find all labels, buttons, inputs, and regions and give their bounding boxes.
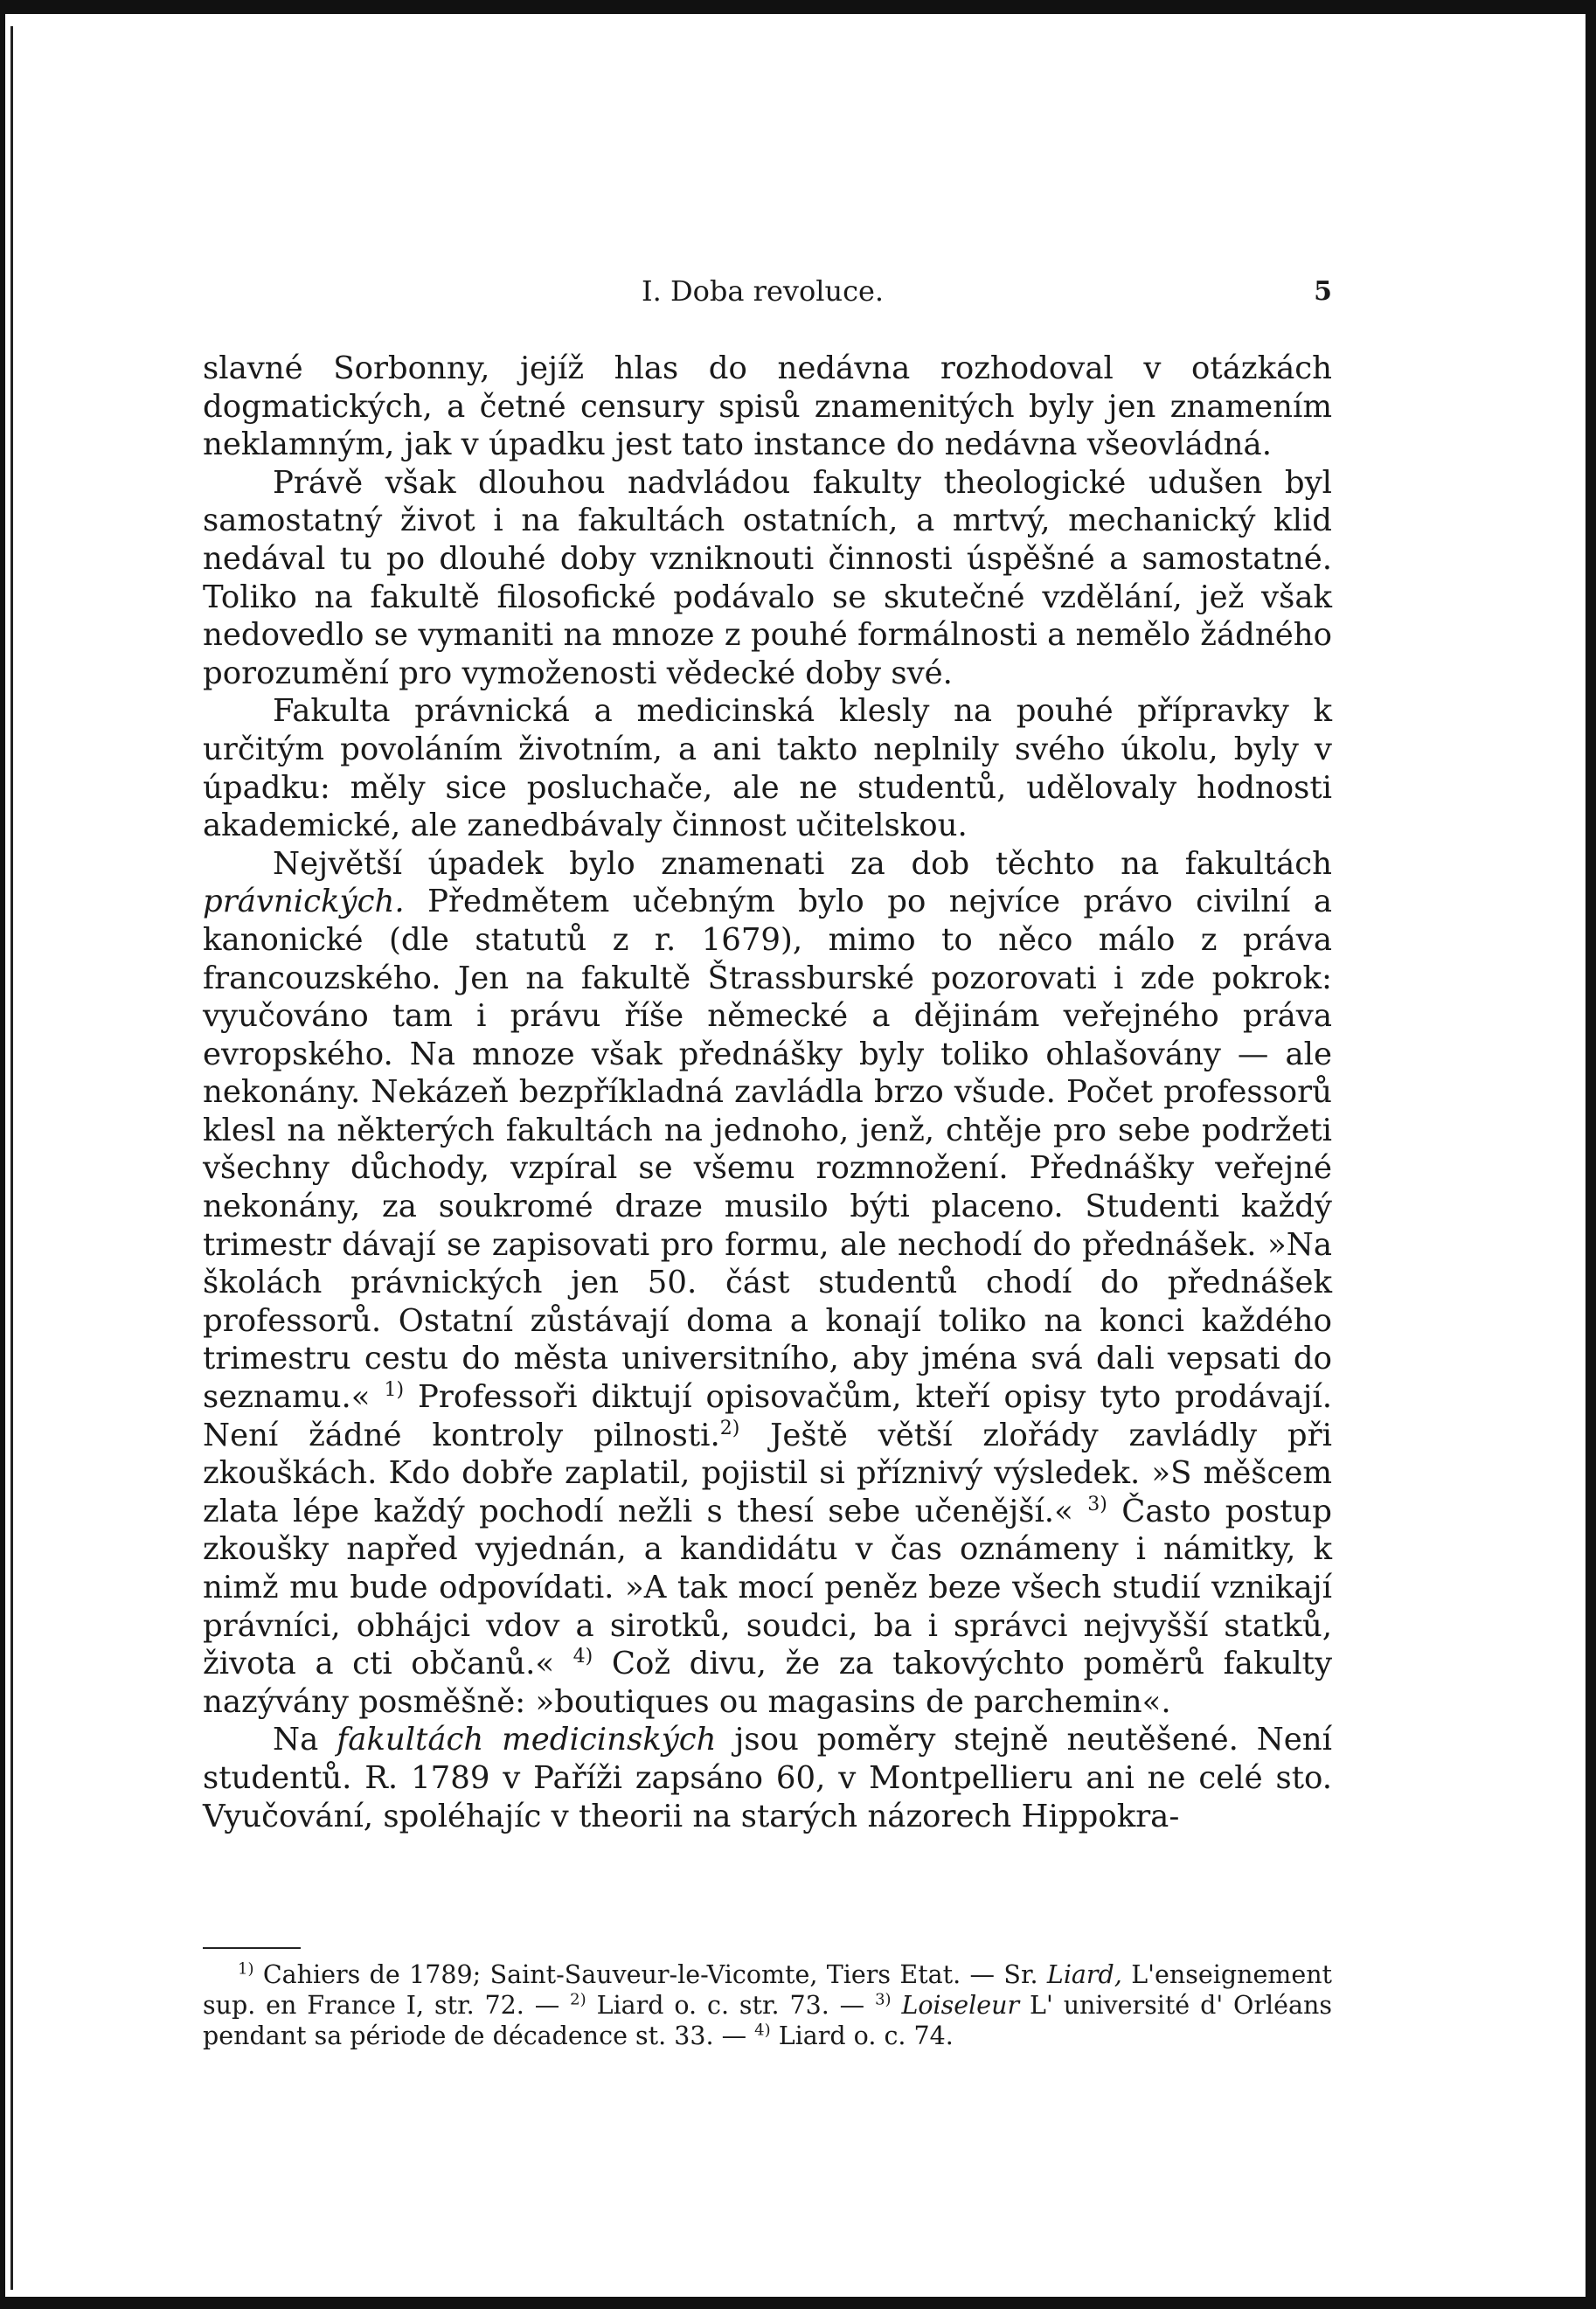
running-title: I. Doba revoluce. — [642, 274, 885, 308]
footnote-block — [203, 1959, 1332, 2051]
footnote-number: 2) — [570, 1990, 586, 2009]
text-run: jsou poměry stejně neutěšené. Není studentů. R. 1789 v Paříži zapsáno 60, v Montpellieru ani ne celé sto. Vyučování, spoléhajíc v theorii na starých názorech Hippokra- — [203, 1722, 1333, 1834]
footnote-text: Cahiers de 1789; Saint-Sauveur-le-Vicomte, Tiers Etat. — Sr. — [262, 1960, 1038, 1989]
paragraph-2: Právě však dlouhou nadvládou fakulty theologické udušen byl samostatný život i na fakultách ostatních, a mrtvý, mechanický klid nedával tu po dlouhé doby vzniknouti činnosti úspěšné a samostatné. Toliko na fakultě filosofické podávalo se skutečné vzdělání, jež však nedovedlo se vymaniti na mnoze z pouhé formálnosti a nemělo žádného porozumění pro vymoženosti vědecké doby své. — [203, 464, 1332, 691]
footnote-number: 4) — [754, 2021, 771, 2040]
text-run: Předmětem učebným bylo po nejvíce právo civilní a kanonické (dle statutů z r. 1679), mimo to něco málo z práva francouzského. Jen na fakultě Štrassburské pozorovati i zde pokrok: vyučováno tam i právu říše německé a dějinám veřejného práva evropského. Na mnoze však přednášky byly toliko ohlašovány — ale nekonány. Nekázeň bezpříkladná zavládla brzo všude. Počet professorů klesl na některých fakultách na jednoho, jenž, chtěje pro sebe podržeti všechny důchody, vzpíral se všemu rozmnožení. Přednášky veřejné nekonány, za soukromé draze musilo býti placeno. Studenti každý trimestr dávají se zapisovati pro formu, ale nechodí do přednášek. »Na školách právnických jen 50. část studentů chodí do přednášek professorů. Ostatní zůstávají doma a konají toliko na konci každého trimestru cestu do města universitního, aby jména svá dali vepsati do seznamu.« — [203, 884, 1332, 1416]
footnote-author: Liard, — [1046, 1960, 1122, 1989]
text-run: Což divu, že za takovýchto poměrů fakulty nazývány posměšně: »boutiques ou magasins de parchemin«. — [203, 1646, 1332, 1720]
emphasis: fakultách medicinských — [337, 1722, 717, 1758]
footnote-author: Loiseleur — [901, 1991, 1020, 2020]
page-header — [203, 271, 1332, 315]
binding-edge — [10, 26, 13, 2290]
footnote-text: L'enseignement sup. en France I, str. 72. — — [203, 1960, 1333, 2020]
footnote-ref-2: 2) — [719, 1417, 740, 1439]
page-number: 5 — [1314, 276, 1332, 307]
footnote-ref-1: 1) — [384, 1379, 405, 1402]
text-run: Často postup zkoušky napřed vyjednán, a kandidátu v čas oznámeny i námitky, k nimž mu bude odpovídati. »A tak mocí peněz beze všech studií vznikají právníci, obhájci vdov a sirotků, soudci, ba i správci nejvyšší statků, života a cti občanů.« — [203, 1493, 1332, 1682]
text-run: Ještě větší zlořády zavládly při zkouškách. Kdo dobře zaplatil, pojistil si příznivý výsledek. »S měšcem zlata lépe každý pochodí nežli s thesí sebe učenější.« — [203, 1417, 1332, 1529]
footnote-ref-3: 3) — [1087, 1493, 1107, 1515]
text-run: Professoři diktují opisovačům, kteří opisy tyto prodávají. Není žádné kontroly pilnosti. — [203, 1379, 1332, 1453]
emphasis: právnických. — [203, 884, 405, 920]
text-run: Největší úpadek bylo znamenati za dob těchto na fakultách — [273, 845, 1332, 882]
footnotes — [203, 1959, 1332, 2051]
footnote-divider — [203, 1947, 301, 1949]
paragraph-3: Fakulta právnická a medicinská klesly na pouhé přípravky k určitým povoláním životním, a ani takto neplnily svého úkolu, byly v úpadku: měly sice posluchače, ale ne studentů, udělovaly hodnosti akademické, ale zanedbávaly činnost učitelskou. — [203, 693, 1332, 844]
footnote-text: L' université d' Orléans pendant sa période de décadence st. 33. — — [203, 1991, 1332, 2050]
paragraph-1: slavné Sorbonny, jejíž hlas do nedávna rozhodoval v otázkách dogmatických, a četné censury spisů znamenitých byly jen znamením neklamným, jak v úpadku jest tato instance do nedávna všeovládná. — [203, 350, 1332, 463]
footnote-text: Liard o. c. 74. — [778, 2021, 954, 2050]
footnote-number: 1) — [238, 1959, 254, 1979]
footnote-number: 3) — [875, 1990, 892, 2009]
footnote-ref-4: 4) — [572, 1646, 593, 1668]
footnote-text: Liard o. c. str. 73. — — [596, 1991, 865, 2020]
text-run: Na — [273, 1722, 319, 1758]
paragraph-5 — [203, 1721, 1332, 1835]
paragraph-4 — [203, 845, 1332, 1722]
main-text — [203, 350, 1332, 1835]
